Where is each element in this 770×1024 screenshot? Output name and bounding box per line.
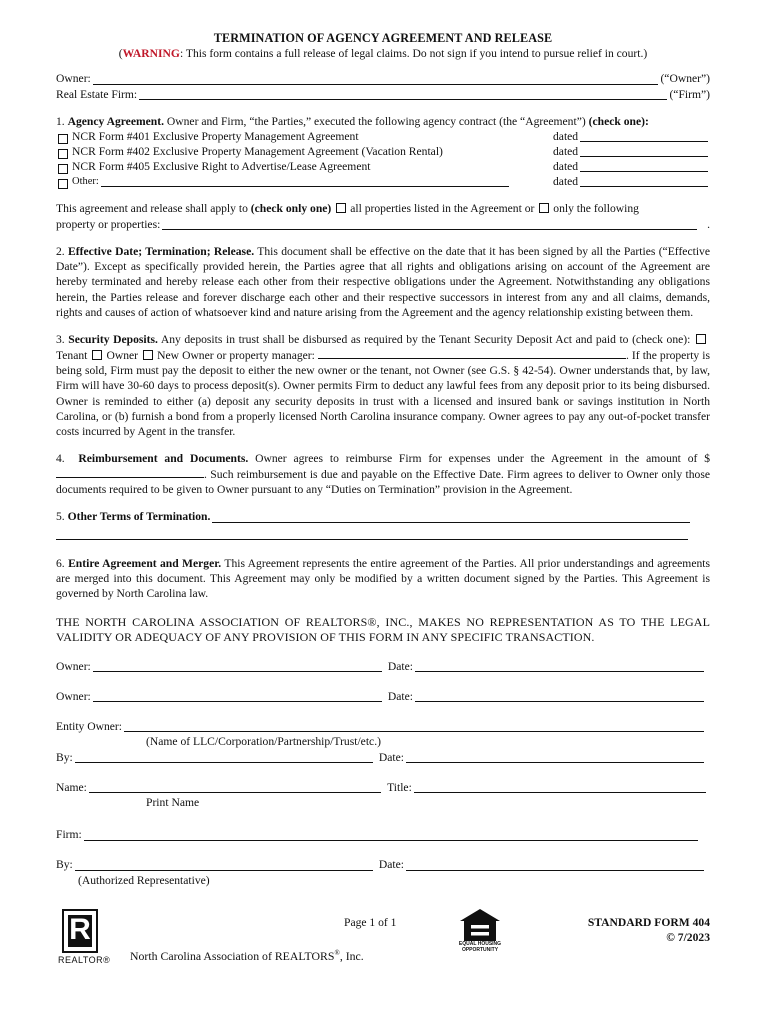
property-field[interactable]: property or properties: .	[56, 217, 710, 231]
firm-field[interactable]: Real Estate Firm: (“Firm”)	[56, 87, 710, 101]
owner1-signature[interactable]: Owner: Date:	[56, 658, 710, 674]
warning-label: WARNING	[122, 47, 180, 61]
other-terms-field[interactable]	[212, 522, 690, 523]
checkbox-icon[interactable]	[58, 179, 68, 189]
section-security-deposits: 3. Security Deposits. Any deposits in trust shall be disbursed as required by the Tenant Security Deposit Act and paid to (check one): Tenant Owner New Owner or property manager: . If the property is being sold, Firm must pay the deposit to either the new owner or the tenant, not Owner (see G.S. § 42-54). Owner understands that, by law, Firm will have 30-60 days to process deposit(s). Owner permits Firm to deduct any lawful fees from any deposit prior to its being disbursed. Owner is reminded to either (a) deposit any security deposits in trust with a licensed and insured bank or savings institution in North Carolina, or (b) furnish a bond from a properly licensed North Carolina insurance company. Owner agrees to pay any out-of-pocket transfer costs incurred by Agent in the transfer.	[56, 333, 711, 439]
page-number: Page 1 of 1	[344, 916, 397, 929]
entity-note: (Name of LLC/Corporation/Partnership/Trust/etc.)	[146, 735, 381, 749]
section-other-terms: 5. Other Terms of Termination.	[56, 509, 710, 539]
signature-block	[56, 658, 710, 888]
section-agency-agreement: 1. Agency Agreement. Owner and Firm, “the Parties,” executed the following agency contract (the “Agreement”) (check one): NCR Form #401 Exclusive Property Management Agreement dated NCR Form #402 Exclusive Property Management Agreement (Vacation Rental) dated NCR Form #405 Exclusive Right to Advertise/Lease Agreement dated Other: dated This agreement and release shall apply to (check only one) all properties listed in the Agreement or only the following property or properties: .	[56, 114, 710, 231]
association-name: North Carolina Association of REALTORS®, Inc.	[130, 949, 364, 963]
equal-housing-text: EQUAL HOUSING OPPORTUNITY	[458, 941, 502, 953]
entity-by-signature[interactable]: By: Date:	[56, 749, 710, 765]
new-manager-field[interactable]	[318, 358, 626, 359]
realtor-logo-icon: R	[62, 909, 98, 953]
checkbox-icon[interactable]	[696, 334, 706, 344]
option-ncr-401[interactable]: NCR Form #401 Exclusive Property Management Agreement dated	[56, 129, 710, 144]
apply-scope: This agreement and release shall apply to (check only one) all properties listed in the Agreement or only the following	[56, 202, 639, 216]
checkbox-icon[interactable]	[336, 203, 346, 213]
form-id: STANDARD FORM 404 © 7/2023	[587, 916, 710, 945]
owner2-signature[interactable]: Owner: Date:	[56, 688, 710, 704]
option-other[interactable]: Other: dated	[56, 174, 710, 189]
warning-line: (WARNING: This form contains a full release of legal claims. Do not sign if you intend to pursue relief in court.)	[118, 47, 648, 61]
checkbox-icon[interactable]	[143, 350, 153, 360]
section-reimbursement: 4. Reimbursement and Documents. Owner agrees to reimburse Firm for expenses under the Agreement in the amount of $. Such reimbursement is due and payable on the Effective Date. Firm agrees to deliver to Owner only those documents required to be given to Owner pursuant to any “Duties on Termination” provision in the Agreement.	[56, 452, 711, 497]
other-terms-field-2[interactable]	[56, 525, 688, 540]
entity-owner-field[interactable]: Entity Owner:	[56, 718, 710, 734]
firm-signature-field[interactable]: Firm:	[56, 827, 710, 843]
firm-by-signature[interactable]: By: Date:	[56, 857, 710, 873]
document-page	[56, 30, 710, 888]
realtor-logo-text: REALTOR®	[58, 955, 111, 965]
checkbox-icon[interactable]	[58, 149, 68, 159]
checkbox-icon[interactable]	[92, 350, 102, 360]
checkbox-icon[interactable]	[539, 203, 549, 213]
disclaimer: THE NORTH CAROLINA ASSOCIATION OF REALTORS®, INC., MAKES NO REPRESENTATION AS TO THE LEGAL VALIDITY OR ADEQUACY OF ANY PROVISION OF THIS FORM IN ANY SPECIFIC TRANSACTION.	[56, 614, 710, 645]
amount-field[interactable]	[56, 477, 204, 478]
name-field[interactable]: Name: Title:	[56, 779, 710, 795]
option-ncr-402[interactable]: NCR Form #402 Exclusive Property Management Agreement (Vacation Rental) dated	[56, 144, 710, 159]
checkbox-icon[interactable]	[58, 134, 68, 144]
checkbox-icon[interactable]	[58, 164, 68, 174]
page-footer	[56, 905, 710, 985]
form-title: TERMINATION OF AGENCY AGREEMENT AND RELEASE	[213, 31, 553, 45]
section-effective-date: 2. Effective Date; Termination; Release. This document shall be effective on the date that it has been signed by all the Parties (“Effective Date”). Except as specifically provided herein, the Parties agree that all rights and obligations arising on account of the Agreement are hereby terminated and hereby release each other from their respective obligations under the Agreement. Notwithstanding any obligations herein, the Parties release and forever discharge each other and their respective successors in interest from any and all claims, demands, rights and causes of action of whatsoever kind and nature arising from the Agreement and the agency relationship existing between them.	[56, 244, 710, 320]
print-name-note: Print Name	[146, 796, 200, 810]
option-ncr-405[interactable]: NCR Form #405 Exclusive Right to Advertise/Lease Agreement dated	[56, 159, 710, 174]
section-heading: Agency Agreement.	[67, 114, 164, 128]
authorized-note: (Authorized Representative)	[78, 873, 210, 887]
section-entire-agreement: 6. Entire Agreement and Merger. This Agreement represents the entire agreement of the Parties. All prior understandings and agreements are merged into this document. This Agreement may only be modified by a written document signed by the Parties. This Agreement is governed by North Carolina law.	[56, 556, 710, 601]
owner-field[interactable]: Owner: (“Owner”)	[56, 72, 710, 86]
